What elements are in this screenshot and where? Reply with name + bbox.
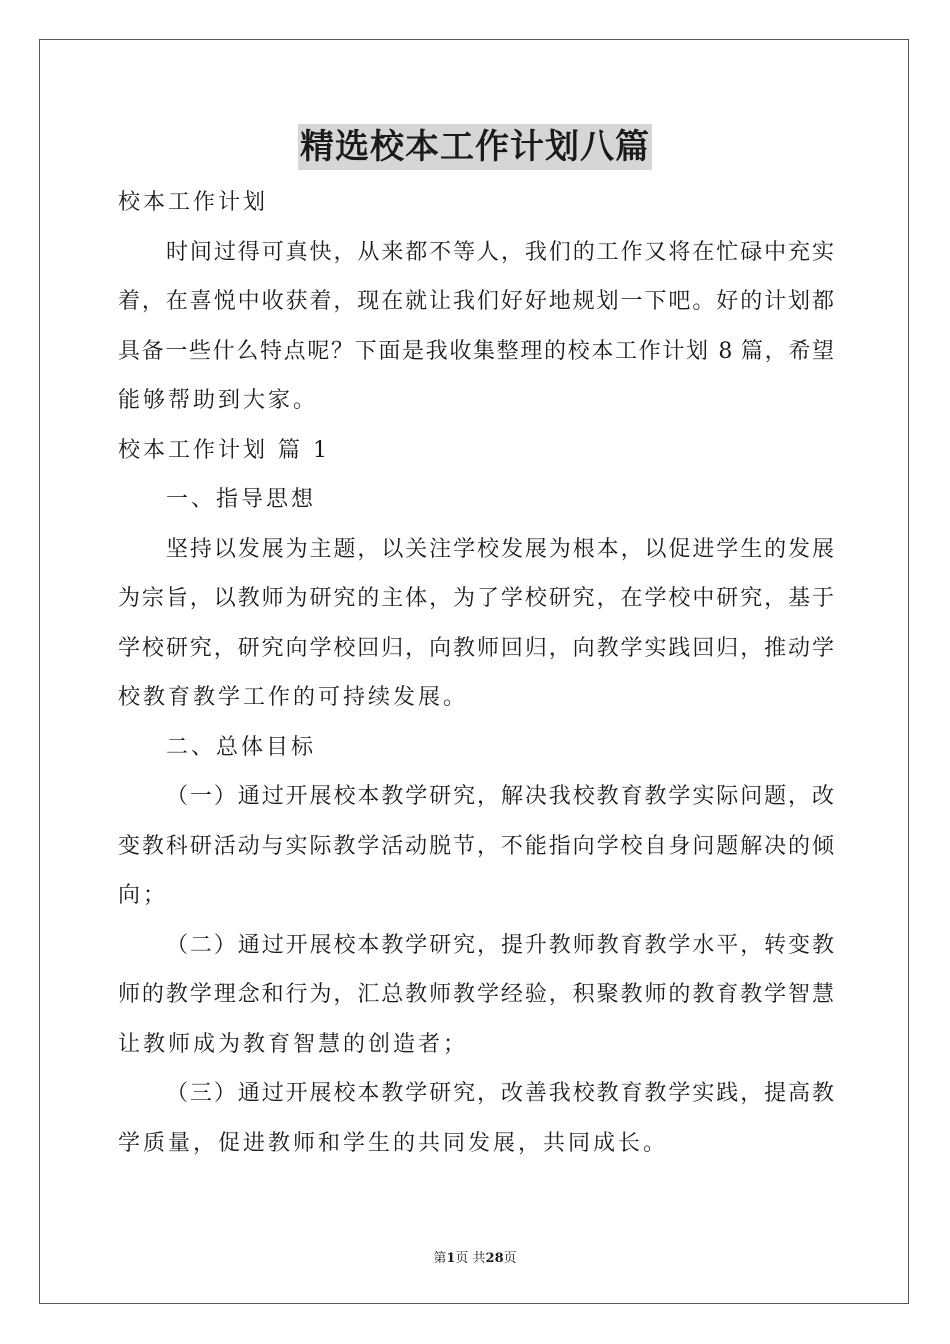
text-line: 师的教学理念和行为，汇总教师教学经验，积聚教师的教育教学智慧 [118, 982, 834, 1007]
text-line: 学质量，促进教师和学生的共同发展，共同成长。 [118, 1130, 669, 1156]
text-line: 坚持以发展为主题，以关注学校发展为根本，以促进学生的发展 [166, 536, 834, 562]
footer-prefix: 第 [433, 1251, 447, 1266]
footer-total-pages: 28 [485, 1251, 504, 1266]
text-line: 能够帮助到大家。 [118, 388, 319, 413]
text-line: 学校研究，研究向学校回归，向教师回归，向教学实践回归，推动学 [118, 635, 834, 661]
page-footer [0, 1247, 950, 1266]
text-line: 二、总体目标 [166, 734, 317, 760]
text-line: 校本工作计划 [118, 190, 269, 215]
text-line: 时间过得可真快，从来都不等人，我们的工作又将在忙碌中充实 [166, 239, 834, 265]
text-line: 具备一些什么特点呢？下面是我收集整理的校本工作计划 8 篇，希望 [118, 338, 834, 364]
text-line: 向； [118, 883, 169, 908]
text-line: 一、指导思想 [166, 487, 317, 512]
text-line: （一）通过开展校本教学研究，解决我校教育教学实际问题，改 [166, 784, 834, 809]
document-title: 精选校本工作计划八篇 [298, 124, 652, 170]
text-line: 校教育教学工作的可持续发展。 [118, 685, 469, 710]
text-line: （三）通过开展校本教学研究，改善我校教育教学实践，提高教 [166, 1081, 834, 1106]
document-body [118, 178, 834, 1168]
footer-mid: 页 共 [455, 1251, 486, 1266]
text-line: 变教科研活动与实际教学活动脱节，不能指向学校自身问题解决的倾 [118, 833, 834, 859]
footer-page-number: 1 [446, 1251, 456, 1266]
text-line: 为宗旨，以教师为研究的主体，为了学校研究，在学校中研究，基于 [118, 586, 834, 611]
text-line: 着，在喜悦中收获着，现在就让我们好好地规划一下吧。好的计划都 [118, 289, 834, 314]
text-line: 校本工作计划 篇 1 [118, 437, 330, 463]
title-container [0, 124, 950, 170]
text-line: （二）通过开展校本教学研究，提升教师教育教学水平，转变教 [166, 932, 834, 958]
text-line: 让教师成为教育智慧的创造者； [118, 1031, 469, 1057]
footer-suffix: 页 [503, 1251, 517, 1266]
